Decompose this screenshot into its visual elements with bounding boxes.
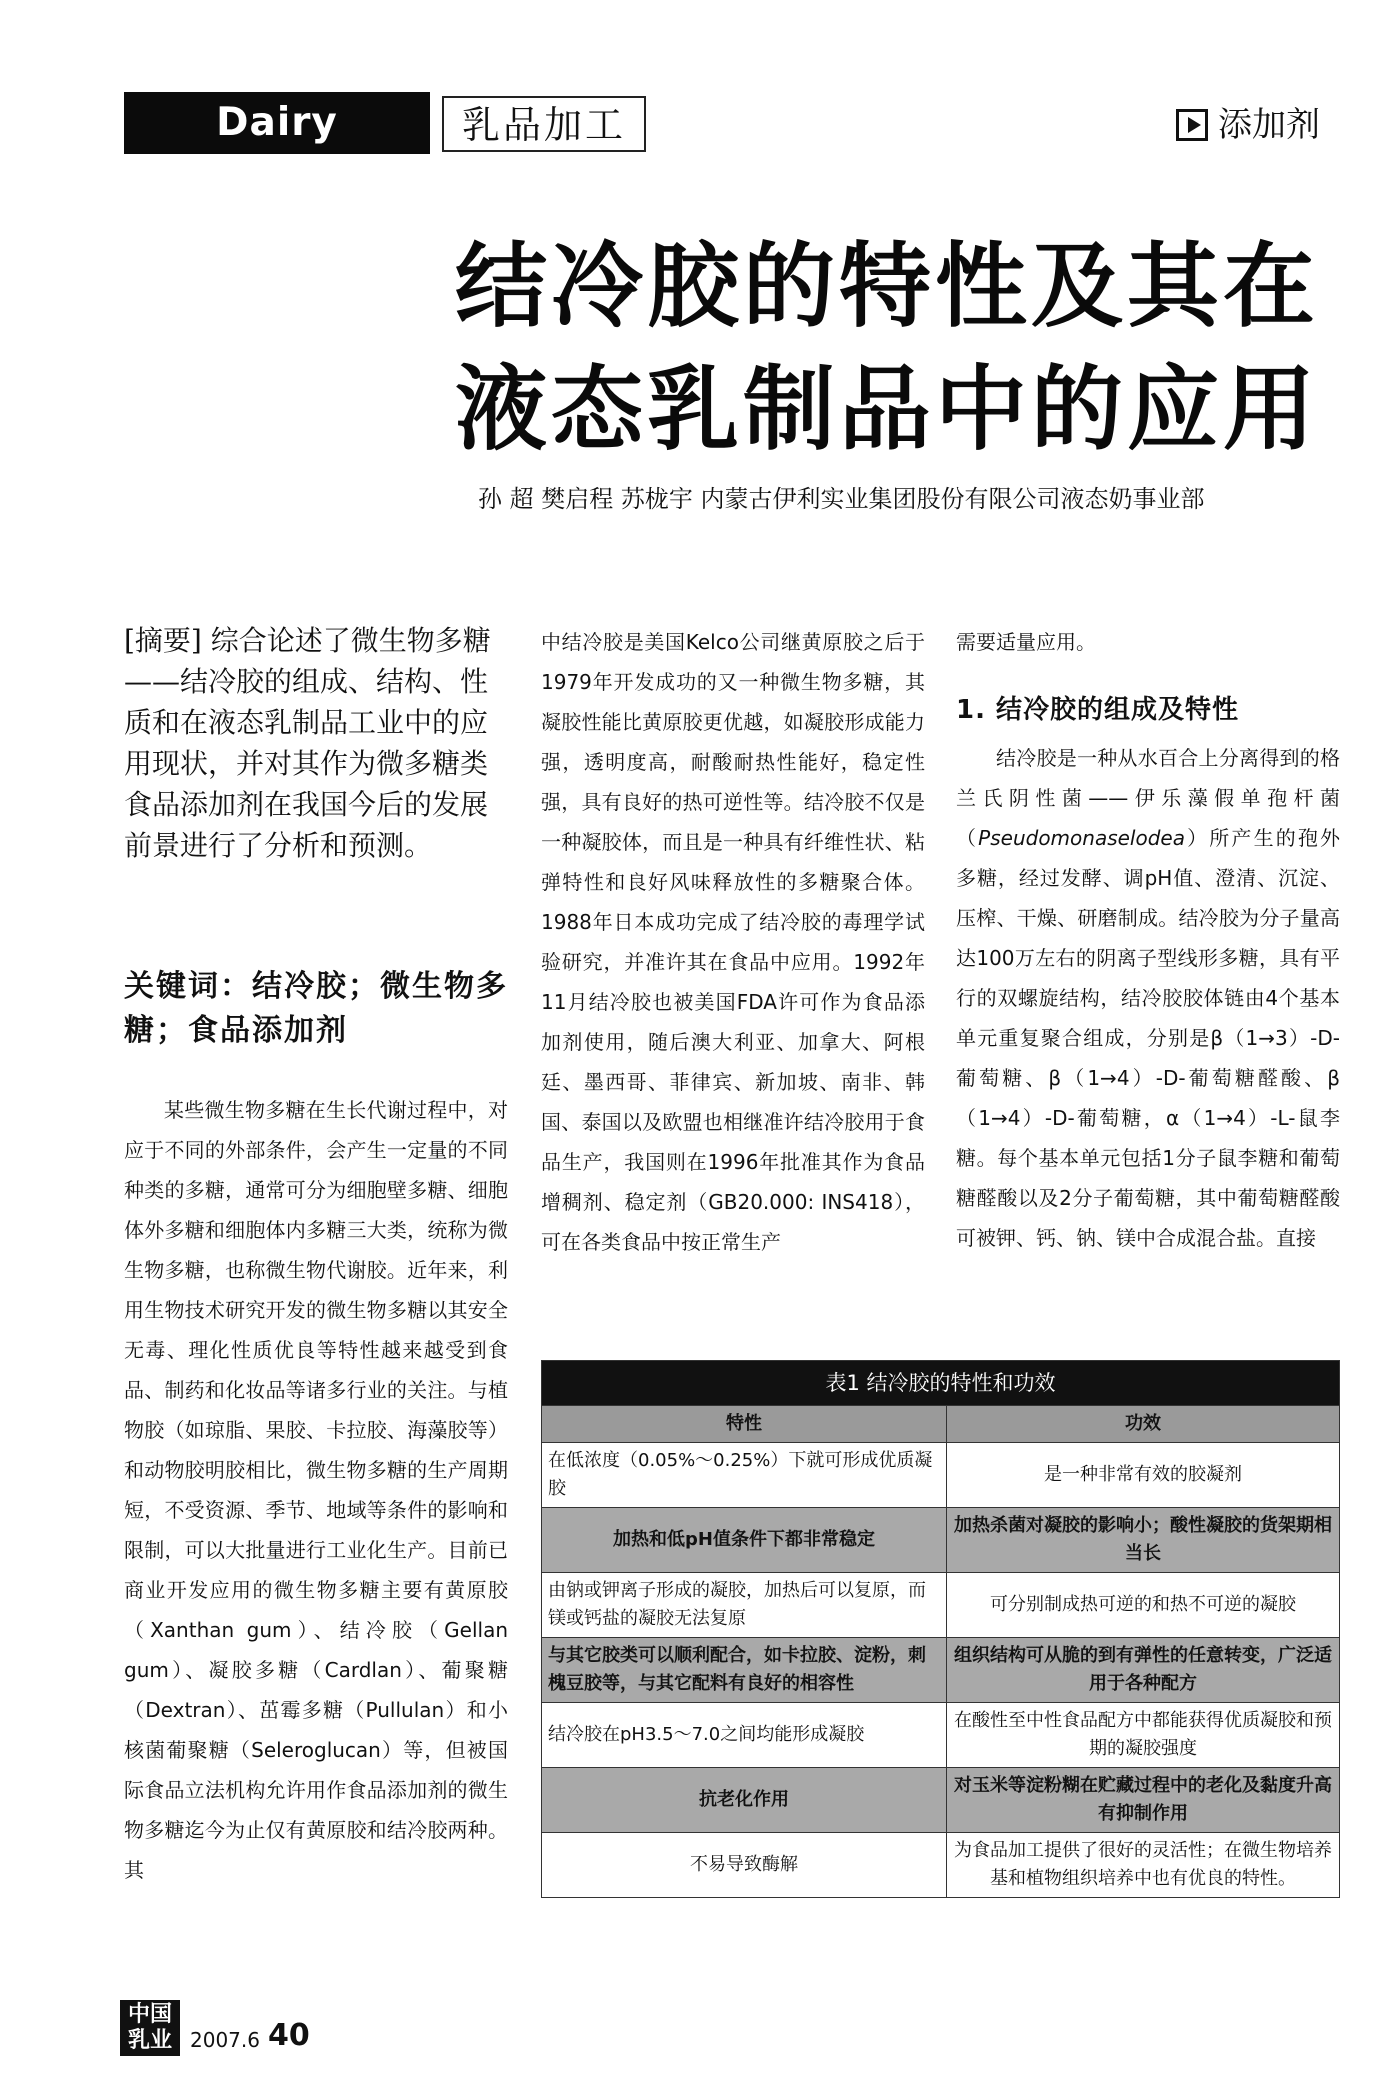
table-header-property: 特性 [542,1406,947,1443]
table-row [542,1443,1340,1508]
table-cell: 组织结构可从脆的到有弹性的任意转变，广泛适用于各种配方 [947,1638,1340,1703]
page-number: 40 [268,2018,310,2053]
abstract: [摘要] 综合论述了微生物多糖——结冷胶的组成、结构、性质和在液态乳制品工业中的应用现状，并对其作为微多糖类食品添加剂在我国今后的发展前景进行了分析和预测。 [124,624,491,862]
table-cell: 为食品加工提供了很好的灵活性；在微生物培养基和植物组织培养中也有优良的特性。 [947,1833,1340,1898]
body-paragraph: 某些微生物多糖在生长代谢过程中，对应于不同的外部条件，会产生一定量的不同种类的多糖，通常可分为细胞壁多糖、细胞体外多糖和细胞体内多糖三大类，统称为微生物多糖，也称微生物代谢胶。近年来，利用生物技术研究开发的微生物多糖以其安全无毒、理化性质优良等特性越来越受到食品、制药和化妆品等诸多行业的关注。与植物胶（如琼脂、果胶、卡拉胶、海藻胶等）和动物胶明胶相比，微生物多糖的生产周期短，不受资源、季节、地域等条件的影响和限制，可以大批量进行工业化生产。目前已商业开发应用的微生物多糖主要有黄原胶（Xanthan gum）、结冷胶（Gellan gum）、凝胶多糖（Cardlan）、葡聚糖（Dextran）、茁霉多糖（Pullulan）和小核菌葡聚糖（Seleroglucan）等，但被国际食品立法机构允许用作食品添加剂的微生物多糖迄今为止仅有黄原胶和结冷胶两种。其 [124,1098,508,1882]
table-cell: 加热杀菌对凝胶的影响小；酸性凝胶的货架期相当长 [947,1508,1340,1573]
body-column-2 [541,622,925,1262]
table-caption: 表1 结冷胶的特性和功效 [542,1361,1340,1406]
authors-affiliation: 孙 超 樊启程 苏栊宇 内蒙古伊利实业集团股份有限公司液态奶事业部 [478,485,1205,513]
text-run: 结冷胶是一种从水百合上分离得到的格兰氏阴性菌——伊乐藻假单孢杆菌（ [956,746,1340,850]
article-title-line1: 结冷胶的特性及其在 [455,233,1320,340]
body-paragraph [956,738,1340,1258]
table-header-effect: 功效 [947,1406,1340,1443]
keywords: 关键词：结冷胶；微生物多糖；食品添加剂 [124,969,508,1048]
table-cell: 不易导致酶解 [542,1833,947,1898]
category-text: 添加剂 [1218,105,1320,145]
table-cell: 是一种非常有效的胶凝剂 [947,1443,1340,1508]
table-cell: 可分别制成热可逆的和热不可逆的凝胶 [947,1573,1340,1638]
table-cell: 在酸性至中性食品配方中都能获得优质凝胶和预期的凝胶强度 [947,1703,1340,1768]
table-row [542,1833,1340,1898]
table-cell: 结冷胶在pH3.5～7.0之间均能形成凝胶 [542,1703,947,1768]
play-icon [1176,109,1208,141]
body-paragraph: 需要适量应用。 [956,630,1096,654]
category-label [1176,103,1320,147]
table-cell: 加热和低pH值条件下都非常稳定 [542,1508,947,1573]
issue-date: 2007.6 [190,2028,260,2052]
article-title-line2: 液态乳制品中的应用 [455,356,1320,463]
table-cell: 与其它胶类可以顺利配合，如卡拉胶、淀粉，刺槐豆胶等，与其它配料有良好的相容性 [542,1638,947,1703]
table-cell: 对玉米等淀粉糊在贮藏过程中的老化及黏度升高有抑制作用 [947,1768,1340,1833]
table-row [542,1703,1340,1768]
properties-table [541,1360,1340,1898]
table-row [542,1508,1340,1573]
table-row [542,1573,1340,1638]
body-paragraph: 中结冷胶是美国Kelco公司继黄原胶之后于1979年开发成功的又一种微生物多糖，其凝胶性能比黄原胶更优越，如凝胶形成能力强，透明度高，耐酸耐热性能好，稳定性强，具有良好的热可逆性等。结冷胶不仅是一种凝胶体，而且是一种具有纤维性状、粘弹特性和良好风味释放性的多糖聚合体。1988年日本成功完成了结冷胶的毒理学试验研究，并准许其在食品中应用。1992年11月结冷胶也被美国FDA许可作为食品添加剂使用，随后澳大利亚、加拿大、阿根廷、墨西哥、菲律宾、新加坡、南非、韩国、泰国以及欧盟也相继准许结冷胶用于食品生产，我国则在1996年批准其作为食品增稠剂、稳定剂（GB20.000: INS418），可在各类食品中按正常生产 [541,630,925,1254]
section-label: 乳品加工 [442,96,646,152]
table-row [542,1768,1340,1833]
body-column-1 [124,1090,508,1890]
table-cell: 在低浓度（0.05%～0.25%）下就可形成优质凝胶 [542,1443,947,1508]
table-cell: 抗老化作用 [542,1768,947,1833]
species-name: Pseudomonaselodea [978,826,1185,850]
table-cell: 由钠或钾离子形成的凝胶，加热后可以复原，而镁或钙盐的凝胶无法复原 [542,1573,947,1638]
journal-badge: Dairy Industry [124,92,430,154]
journal-logo: 中国乳业 [120,2000,180,2056]
body-column-3 [956,622,1340,1258]
section-heading: 1. 结冷胶的组成及特性 [956,695,1240,725]
table-row [542,1638,1340,1703]
text-run: ）所产生的孢外多糖，经过发酵、调pH值、澄清、沉淀、压榨、干燥、研磨制成。结冷胶为分子量高达100万左右的阴离子型线形多糖，具有平行的双螺旋结构，结冷胶胶体链由4个基本单元重复聚合组成，分别是β（1→3）-D-葡萄糖、β（1→4）-D-葡萄糖醛酸、β（1→4）-D-葡萄糖，α（1→4）-L-鼠李糖。每个基本单元包括1分子鼠李糖和葡萄糖醛酸以及2分子葡萄糖，其中葡萄糖醛酸可被钾、钙、钠、镁中合成混合盐。直接 [956,826,1341,1250]
